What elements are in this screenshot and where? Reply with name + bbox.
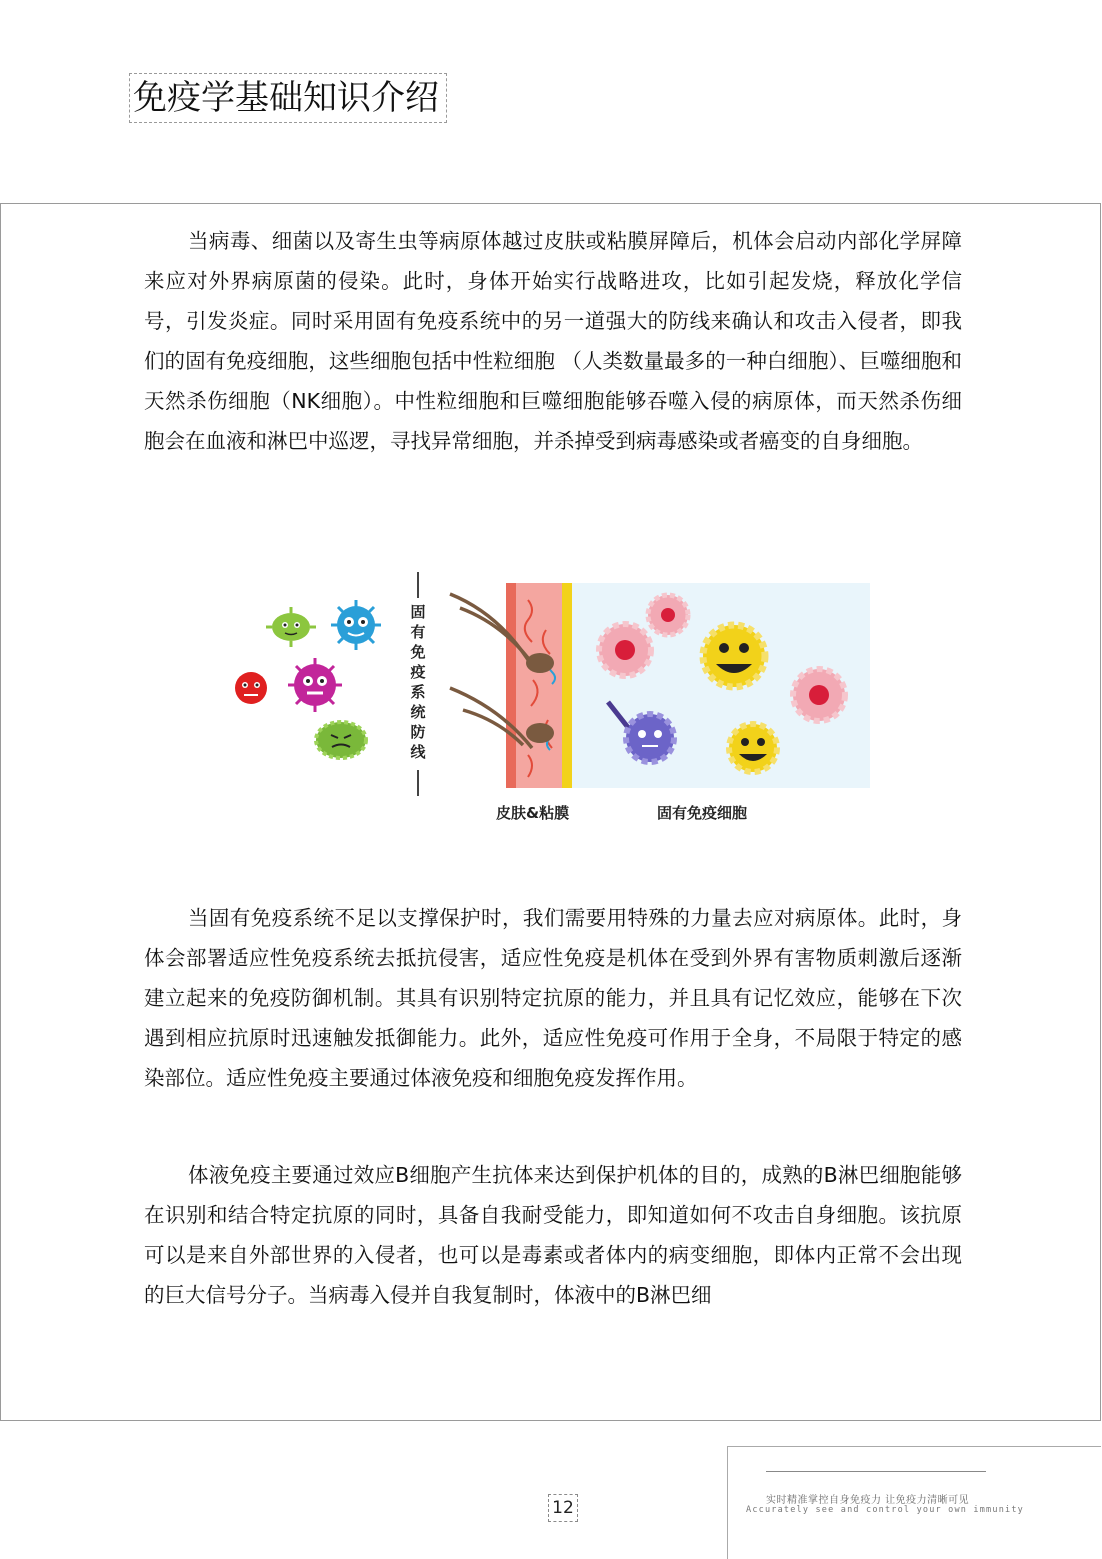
label-divider-top — [417, 572, 419, 598]
paragraph-humoral: 体液免疫主要通过效应B细胞产生抗体来达到保护机体的目的，成熟的B淋巴细胞能够在识别和结合特定抗原的同时，具备自我耐受能力，即知道如何不攻击自身细胞。该抗原可以是来自外部世界的入侵者，也可以是毒素或者体内的病变细胞，即体内正常不会出现的巨大信号分子。当病毒入侵并自我复制时，体液中的B淋巴细 — [144, 1163, 962, 1307]
skin-label: 皮肤&粘膜 — [496, 804, 570, 822]
magenta-virus-icon — [288, 658, 342, 712]
figure-illustration — [228, 570, 878, 832]
footer-divider — [766, 1471, 986, 1472]
footer-slogan-en: Accurately see and control your own immunity — [746, 1505, 1024, 1515]
blue-virus-icon — [331, 600, 381, 650]
cells-label: 固有免疫细胞 — [657, 804, 748, 822]
figure-vertical-label: 固有免疫系统防线 — [410, 603, 426, 761]
page-number: 12 — [548, 1494, 578, 1522]
green-bacteria-icon — [266, 607, 316, 647]
skin-membrane-layer — [506, 583, 572, 788]
label-divider-bottom — [417, 770, 419, 796]
footer-brand — [727, 1446, 1101, 1559]
red-germ-icon — [235, 672, 267, 704]
paragraph-adaptive: 当固有免疫系统不足以支撑保护时，我们需要用特殊的力量去应对病原体。此时，身体会部署适应性免疫系统去抵抗侵害，适应性免疫是机体在受到外界有害物质刺激后逐渐建立起来的免疫防御机制。其具有识别特定抗原的能力，并且具有记忆效应，能够在下次遇到相应抗原时迅速触发抵御能力。此外，适应性免疫可作用于全身，不局限于特定的感染部位。适应性免疫主要通过体液免疫和细胞免疫发挥作用。 — [144, 906, 962, 1090]
green-germ-icon — [316, 722, 366, 758]
footer-slogan-cn: 实时精准掌控自身免疫力 让免疫力清晰可见 — [766, 1495, 970, 1506]
page-title: 免疫学基础知识介绍 — [129, 73, 447, 123]
paragraph-innate: 当病毒、细菌以及寄生虫等病原体越过皮肤或粘膜屏障后，机体会启动内部化学屏障来应对外界病原菌的侵染。此时，身体开始实行战略进攻，比如引起发烧，释放化学信号，引发炎症。同时采用固有免疫系统中的另一道强大的防线来确认和攻击入侵者，即我们的固有免疫细胞，这些细胞包括中性粒细胞 （人类数量最多的一种白细胞）、巨噬细胞和天然杀伤细胞（NK细胞）。中性粒细胞和巨噬细胞能够吞噬入侵的病原体，而天然杀伤细胞会在血液和淋巴中巡逻，寻找异常细胞，并杀掉受到病毒感染或者癌变的自身细胞。 — [144, 229, 962, 453]
innate-immunity-figure — [228, 570, 878, 832]
